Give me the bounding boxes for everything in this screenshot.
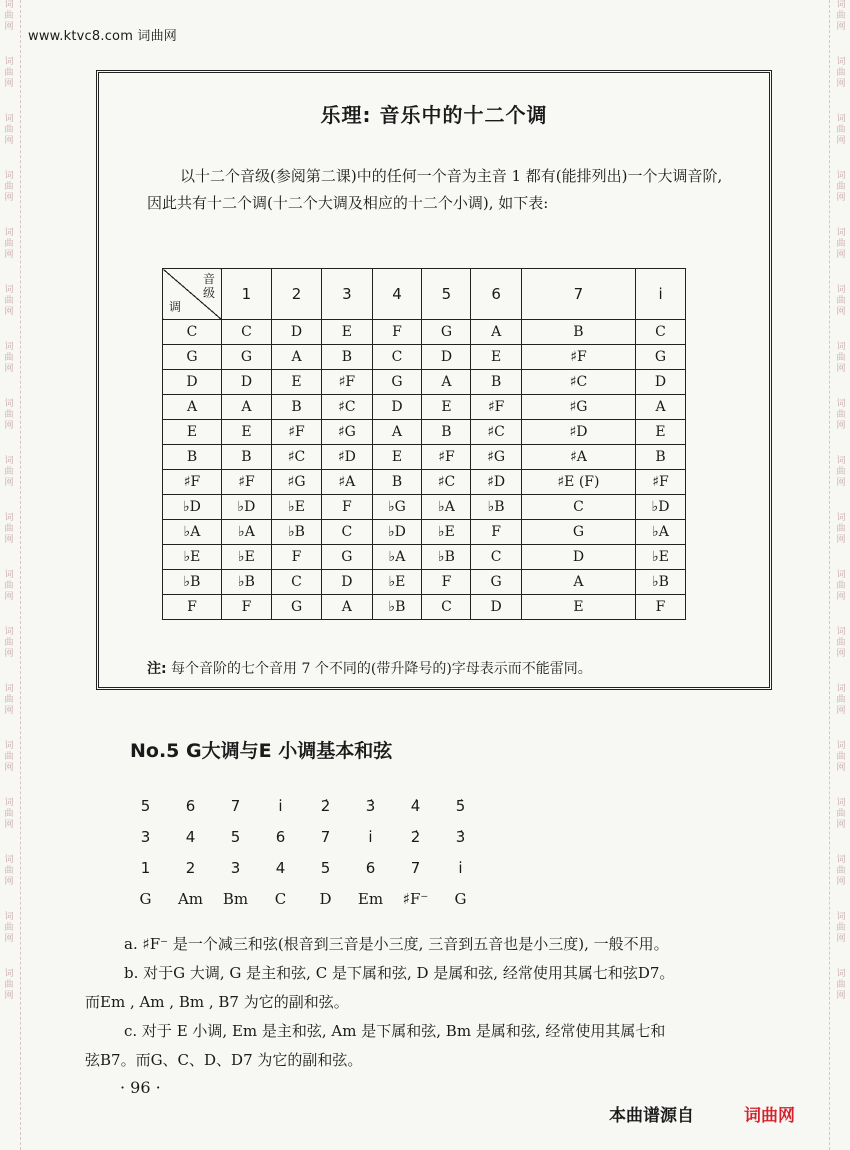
table-row xyxy=(163,445,686,470)
page-number: · 96 · xyxy=(120,1078,161,1097)
scale-note-cell: D xyxy=(372,395,422,420)
watermark-text: 词 曲 网 xyxy=(4,969,14,1001)
watermark-text: 词 曲 网 xyxy=(4,285,14,317)
watermark-text: 词 曲 网 xyxy=(836,855,846,887)
paragraph-a: a. ♯F⁻ 是一个减三和弦(根音到三音是小三度, 三音到五音也是小三度), 一般不用。 xyxy=(124,935,669,953)
table-row xyxy=(163,395,686,420)
scale-note-cell: A xyxy=(422,370,471,395)
scale-note-cell: ♭E xyxy=(222,545,272,570)
scale-note-cell: F xyxy=(422,570,471,595)
note-number: 5 xyxy=(320,858,331,877)
note-number: 4 xyxy=(185,827,196,846)
scale-note-cell: A xyxy=(222,395,272,420)
degree-header-high-1: i xyxy=(636,269,686,320)
scale-note-cell: B xyxy=(471,370,521,395)
note-number: i̇ xyxy=(368,827,373,846)
chord-name: D xyxy=(319,889,332,908)
degree-header: 5 xyxy=(422,269,471,320)
scale-note-cell: ♭A xyxy=(372,545,422,570)
scale-note-cell: ♭A xyxy=(222,520,272,545)
scale-note-cell: ♭A xyxy=(422,495,471,520)
scale-note-cell: E xyxy=(372,445,422,470)
chord-third-row xyxy=(123,821,483,852)
watermark-text: 词 曲 网 xyxy=(4,0,14,32)
scale-note-cell: C xyxy=(271,570,321,595)
watermark-text: 词 曲 网 xyxy=(836,798,846,830)
scale-note-cell: ♯E (F) xyxy=(521,470,635,495)
scale-note-cell: F xyxy=(271,545,321,570)
note-number: i̇ xyxy=(278,796,283,815)
paragraph-c-line-1: c. 对于 E 小调, Em 是主和弦, Am 是下属和弦, Bm 是属和弦, 经常使用其属七和 xyxy=(124,1022,666,1040)
scale-note-cell: G xyxy=(636,345,686,370)
scale-note-cell: ♭B xyxy=(372,595,422,620)
scale-note-cell: E xyxy=(422,395,471,420)
note-number: 6 xyxy=(185,796,196,815)
note-number: 7 xyxy=(320,827,331,846)
source-label: 本曲谱源自 xyxy=(609,1106,694,1126)
watermark-text: 词 曲 网 xyxy=(836,969,846,1001)
scale-note-cell: ♯C xyxy=(271,445,321,470)
scale-note-cell: B xyxy=(422,420,471,445)
scale-note-cell: ♭D xyxy=(636,495,686,520)
watermark-text: 词 曲 网 xyxy=(836,741,846,773)
table-row xyxy=(163,495,686,520)
watermark-text: 词 曲 网 xyxy=(4,456,14,488)
scale-note-cell: ♯F xyxy=(322,370,372,395)
watermark-text: 词 曲 网 xyxy=(4,741,14,773)
watermark-text: 词 曲 网 xyxy=(4,513,14,545)
watermark-text: 词 曲 网 xyxy=(836,912,846,944)
scale-note-cell: ♯D xyxy=(471,470,521,495)
scale-note-cell: ♯C xyxy=(521,370,635,395)
scale-note-cell: ♯C xyxy=(422,470,471,495)
watermark-text: 词 曲 网 xyxy=(836,570,846,602)
watermark-text: 词 曲 网 xyxy=(836,285,846,317)
chord-name: G xyxy=(454,889,467,908)
watermark-text: 词 曲 网 xyxy=(836,342,846,374)
note-number: 4 xyxy=(275,858,286,877)
table-note xyxy=(147,658,592,678)
chord-fifth-row xyxy=(123,790,483,821)
scale-note-cell: G xyxy=(521,520,635,545)
intro-line-2: 因此共有十二个调(十二个大调及相应的十二个小调), 如下表: xyxy=(147,194,549,212)
table-row xyxy=(163,345,686,370)
scale-note-cell: ♭A xyxy=(636,520,686,545)
scale-note-cell: ♯G xyxy=(322,420,372,445)
scale-note-cell: ♯A xyxy=(322,470,372,495)
scale-note-cell: ♭B xyxy=(636,570,686,595)
scale-note-cell: C xyxy=(521,495,635,520)
note-number: i̇ xyxy=(458,858,463,877)
scale-note-cell: C xyxy=(372,345,422,370)
scale-note-cell: F xyxy=(471,520,521,545)
scale-note-cell: B xyxy=(271,395,321,420)
scale-note-cell: B xyxy=(322,345,372,370)
watermark-text: 词 曲 网 xyxy=(4,684,14,716)
scale-note-cell: D xyxy=(521,545,635,570)
scale-note-cell: ♯F xyxy=(271,420,321,445)
scale-note-cell: ♯A xyxy=(521,445,635,470)
watermark-text: 词 曲 网 xyxy=(836,0,846,32)
scale-note-cell: B xyxy=(222,445,272,470)
watermark-text: 词 曲 网 xyxy=(836,114,846,146)
scale-note-cell: ♭E xyxy=(271,495,321,520)
watermark-text: 词 曲 网 xyxy=(4,570,14,602)
watermark-text: 词 曲 网 xyxy=(836,399,846,431)
note-number: 3̇ xyxy=(455,827,466,846)
scale-note-cell: F xyxy=(322,495,372,520)
key-name-cell: E xyxy=(163,420,222,445)
scale-note-cell: ♯G xyxy=(521,395,635,420)
scale-note-cell: D xyxy=(422,345,471,370)
theory-box xyxy=(96,70,772,690)
table-header-row xyxy=(163,269,686,320)
scale-note-cell: ♯D xyxy=(521,420,635,445)
scale-note-cell: E xyxy=(322,320,372,345)
scale-note-cell: ♭B xyxy=(471,495,521,520)
degree-header: 3 xyxy=(322,269,372,320)
scale-note-cell: C xyxy=(471,545,521,570)
scale-note-cell: ♭G xyxy=(372,495,422,520)
watermark-text: 词 曲 网 xyxy=(4,171,14,203)
watermark-text: 词 曲 网 xyxy=(4,798,14,830)
chord-root-row xyxy=(123,852,483,883)
watermark-text: 词 曲 网 xyxy=(836,684,846,716)
watermark-text: 词 曲 网 xyxy=(4,399,14,431)
key-name-cell: ♭A xyxy=(163,520,222,545)
watermark-text: 词 曲 网 xyxy=(836,627,846,659)
watermark-text: 词 曲 网 xyxy=(4,627,14,659)
key-name-cell: ♭D xyxy=(163,495,222,520)
scale-note-cell: ♭D xyxy=(372,520,422,545)
scale-note-cell: F xyxy=(636,595,686,620)
scale-note-cell: B xyxy=(636,445,686,470)
degree-header: 6 xyxy=(471,269,521,320)
note-number: 3 xyxy=(230,858,241,877)
scale-note-cell: D xyxy=(222,370,272,395)
watermark-text: 词 曲 网 xyxy=(836,513,846,545)
scale-note-cell: ♭D xyxy=(222,495,272,520)
paragraph-c-line-2: 弦B7。而G、C、D、D7 为它的副和弦。 xyxy=(85,1051,363,1069)
note-number: 3̇ xyxy=(365,796,376,815)
paragraph-b-line-2: 而Em , Am , Bm , B7 为它的副和弦。 xyxy=(85,993,349,1011)
key-name-cell: D xyxy=(163,370,222,395)
theory-intro xyxy=(147,163,767,217)
note-number: 4̇ xyxy=(410,796,421,815)
chord-name: Am xyxy=(177,889,204,908)
chord-name: C xyxy=(274,889,287,908)
scale-note-cell: G xyxy=(271,595,321,620)
note-number: 2 xyxy=(185,858,196,877)
scale-note-cell: ♭E xyxy=(422,520,471,545)
scale-note-cell: ♯F xyxy=(471,395,521,420)
note-number: 2̇ xyxy=(320,796,331,815)
degree-header: 2 xyxy=(271,269,321,320)
scale-note-cell: C xyxy=(636,320,686,345)
chord-chart xyxy=(123,790,483,914)
intro-line-1: 以十二个音级(参阅第二课)中的任何一个音为主音 1 都有(能排列出)一个大调音阶, xyxy=(180,167,723,185)
scale-note-cell: ♯F xyxy=(636,470,686,495)
scale-note-cell: C xyxy=(222,320,272,345)
chord-name: ♯F⁻ xyxy=(402,889,429,908)
left-margin-divider xyxy=(20,0,21,1150)
scale-note-cell: ♯F xyxy=(521,345,635,370)
scale-note-cell: G xyxy=(322,545,372,570)
right-watermark-column xyxy=(832,0,850,1150)
scale-note-cell: E xyxy=(636,420,686,445)
scale-note-cell: B xyxy=(372,470,422,495)
chord-explanations xyxy=(85,930,760,1075)
section-title: No.5 G大调与E 小调基本和弦 xyxy=(130,740,393,762)
scale-note-cell: D xyxy=(271,320,321,345)
key-name-cell: F xyxy=(163,595,222,620)
scale-note-cell: C xyxy=(322,520,372,545)
scale-note-cell: ♭E xyxy=(372,570,422,595)
note-number: 6 xyxy=(275,827,286,846)
table-row xyxy=(163,370,686,395)
chord-name: Em xyxy=(357,889,384,908)
scale-note-cell: ♯C xyxy=(471,420,521,445)
note-number: 7 xyxy=(410,858,421,877)
table-body xyxy=(163,320,686,620)
right-margin-divider xyxy=(829,0,830,1150)
watermark-text: 词 曲 网 xyxy=(4,57,14,89)
table-row xyxy=(163,420,686,445)
scale-note-cell: E xyxy=(271,370,321,395)
scale-note-cell: ♯D xyxy=(322,445,372,470)
chord-name: G xyxy=(139,889,152,908)
scale-note-cell: G xyxy=(372,370,422,395)
scale-note-cell: E xyxy=(222,420,272,445)
note-number: 5̇ xyxy=(455,796,466,815)
note-number: 6 xyxy=(365,858,376,877)
key-name-cell: ♯F xyxy=(163,470,222,495)
scale-note-cell: ♭B xyxy=(422,545,471,570)
source-brand-link[interactable]: 词曲网 xyxy=(744,1106,795,1126)
chord-name: Bm xyxy=(222,889,249,908)
watermark-text: 词 曲 网 xyxy=(4,228,14,260)
scale-note-cell: ♭B xyxy=(222,570,272,595)
note-label: 注: xyxy=(147,661,167,677)
paragraph-b-line-1: b. 对于G 大调, G 是主和弦, C 是下属和弦, D 是属和弦, 经常使用其属七和弦D7。 xyxy=(124,964,675,982)
scale-note-cell: ♯G xyxy=(471,445,521,470)
key-name-cell: A xyxy=(163,395,222,420)
scale-note-cell: A xyxy=(322,595,372,620)
watermark-text: 词 曲 网 xyxy=(836,57,846,89)
corner-label-key: 调 xyxy=(169,300,182,314)
table-row xyxy=(163,570,686,595)
scale-note-cell: C xyxy=(422,595,471,620)
scale-note-cell: ♭B xyxy=(271,520,321,545)
watermark-text: 词 曲 网 xyxy=(836,228,846,260)
note-number: 5 xyxy=(140,796,151,815)
left-watermark-column xyxy=(0,0,18,1150)
key-name-cell: ♭B xyxy=(163,570,222,595)
scale-note-cell: D xyxy=(636,370,686,395)
note-number: 2̇ xyxy=(410,827,421,846)
watermark-text: 词 曲 网 xyxy=(4,114,14,146)
table-corner-cell xyxy=(163,269,222,320)
key-name-cell: G xyxy=(163,345,222,370)
table-row xyxy=(163,595,686,620)
scale-note-cell: ♭E xyxy=(636,545,686,570)
note-number: 3 xyxy=(140,827,151,846)
scale-note-cell: A xyxy=(471,320,521,345)
table-row xyxy=(163,520,686,545)
key-name-cell: C xyxy=(163,320,222,345)
scale-note-cell: A xyxy=(372,420,422,445)
watermark-text: 词 曲 网 xyxy=(4,342,14,374)
scale-note-cell: ♯C xyxy=(322,395,372,420)
scale-note-cell: G xyxy=(222,345,272,370)
scale-note-cell: D xyxy=(471,595,521,620)
scale-note-cell: F xyxy=(222,595,272,620)
scale-note-cell: E xyxy=(521,595,635,620)
table-row xyxy=(163,545,686,570)
site-url[interactable]: www.ktvc8.com 词曲网 xyxy=(28,29,178,44)
note-number: 5 xyxy=(230,827,241,846)
scale-note-cell: G xyxy=(422,320,471,345)
scale-note-cell: ♯F xyxy=(422,445,471,470)
scale-note-cell: A xyxy=(636,395,686,420)
chord-name-row xyxy=(123,883,483,914)
key-name-cell: ♭E xyxy=(163,545,222,570)
watermark-text: 词 曲 网 xyxy=(836,171,846,203)
note-number: 7 xyxy=(230,796,241,815)
twelve-keys-table xyxy=(162,268,686,620)
key-name-cell: B xyxy=(163,445,222,470)
degree-header: 4 xyxy=(372,269,422,320)
scale-note-cell: ♯G xyxy=(271,470,321,495)
watermark-text: 词 曲 网 xyxy=(4,855,14,887)
theory-box-title: 乐理: 音乐中的十二个调 xyxy=(320,103,548,127)
note-number: 1 xyxy=(140,858,151,877)
scale-note-cell: F xyxy=(372,320,422,345)
table-row xyxy=(163,320,686,345)
scale-note-cell: ♯F xyxy=(222,470,272,495)
table-row xyxy=(163,470,686,495)
watermark-text: 词 曲 网 xyxy=(4,912,14,944)
scale-note-cell: A xyxy=(271,345,321,370)
scale-note-cell: A xyxy=(521,570,635,595)
corner-label-scale-degree: 音 级 xyxy=(202,272,215,300)
degree-header: 1 xyxy=(222,269,272,320)
scale-note-cell: G xyxy=(471,570,521,595)
scale-note-cell: B xyxy=(521,320,635,345)
degree-header: 7 xyxy=(521,269,635,320)
scale-note-cell: D xyxy=(322,570,372,595)
note-text: 每个音阶的七个音用 7 个不同的(带升降号的)字母表示而不能雷同。 xyxy=(166,661,592,677)
watermark-text: 词 曲 网 xyxy=(836,456,846,488)
scale-note-cell: E xyxy=(471,345,521,370)
